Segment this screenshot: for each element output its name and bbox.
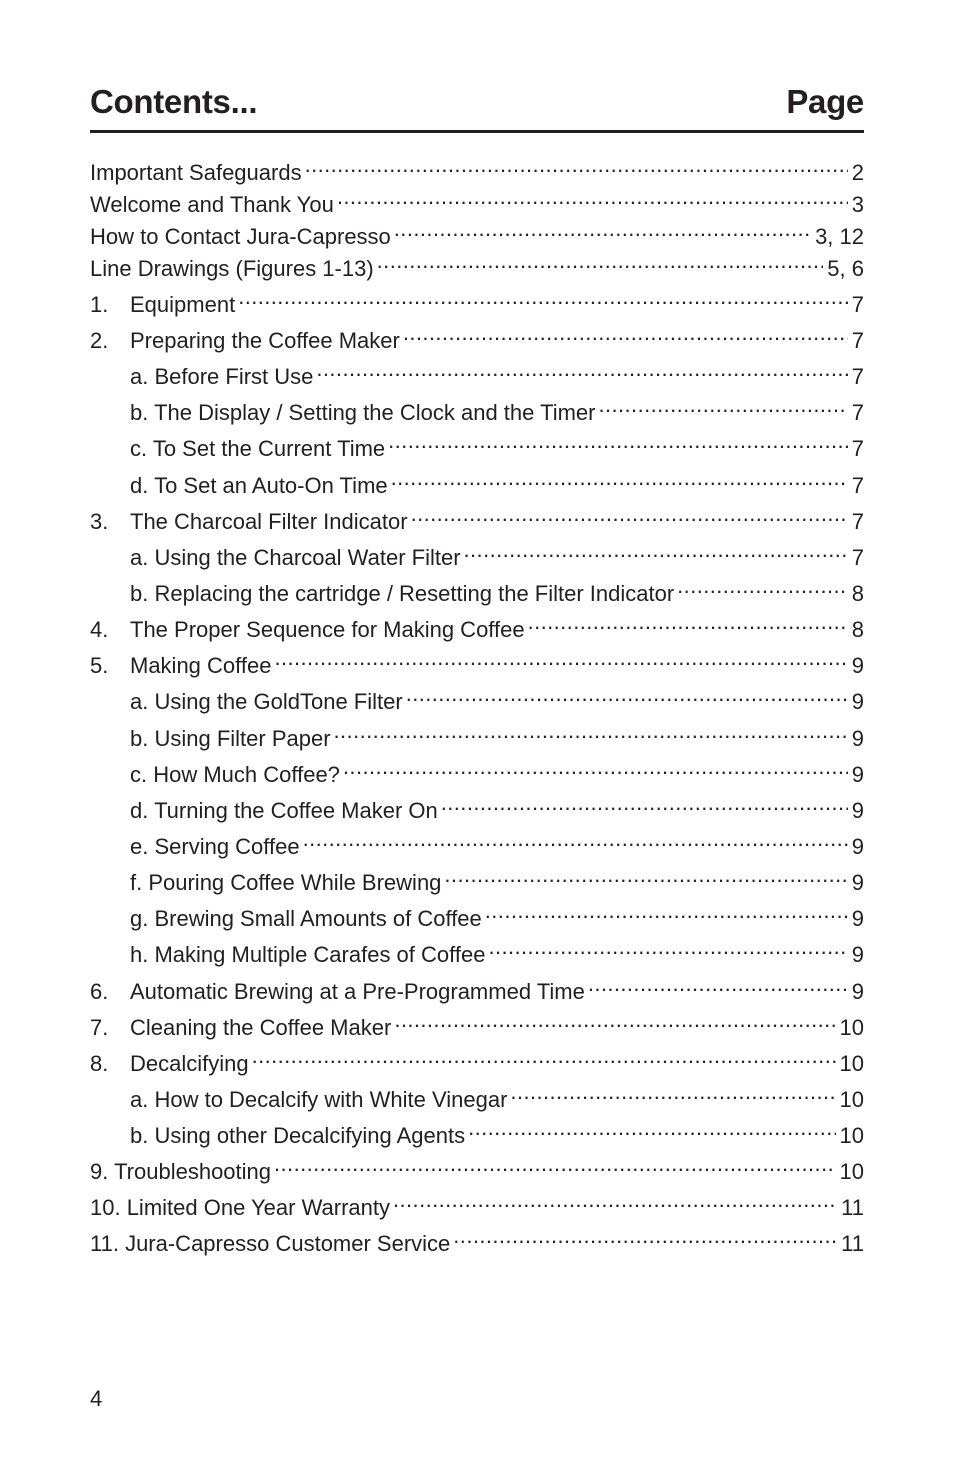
toc-entry-page: 10	[839, 1159, 864, 1184]
dot-leader	[510, 1077, 835, 1107]
toc-entry-page: 9	[851, 870, 864, 895]
toc-entry-label: Equipment	[130, 292, 236, 317]
toc-entry-page: 11	[841, 1195, 864, 1220]
toc-entry-label: d. To Set an Auto-On Time	[130, 473, 388, 498]
toc-entry-label: a. Before First Use	[130, 364, 314, 389]
dot-leader	[274, 1149, 835, 1179]
dot-leader	[444, 860, 847, 890]
toc-entry-label: b. Replacing the cartridge / Resetting the Filter Indicator	[130, 581, 675, 606]
toc-entry[interactable]	[90, 1221, 864, 1256]
toc-entry-page: 8	[851, 581, 864, 606]
toc-entry-label: Welcome and Thank You	[90, 192, 334, 217]
toc-entry-label: Making Coffee	[130, 653, 272, 678]
toc-entry-number: 6.	[90, 979, 109, 1004]
toc-entry-label: b. The Display / Setting the Clock and the Timer	[130, 400, 596, 425]
dot-leader	[488, 932, 847, 962]
toc-entry[interactable]	[90, 716, 864, 751]
toc-entry-number: 4.	[90, 617, 109, 642]
toc-entry-page: 7	[851, 436, 864, 461]
toc-entry-label: 9. Troubleshooting	[90, 1159, 272, 1184]
toc-entry[interactable]	[90, 860, 864, 895]
toc-entry[interactable]	[90, 896, 864, 931]
toc-entry[interactable]	[90, 752, 864, 787]
toc-entry-label: Line Drawings (Figures 1-13)	[90, 256, 374, 281]
toc-entry[interactable]	[90, 1041, 864, 1076]
toc-entry[interactable]	[90, 1113, 864, 1148]
toc-entry-page: 7	[851, 400, 864, 425]
toc-entry[interactable]	[90, 318, 864, 353]
toc-entry[interactable]	[90, 214, 864, 249]
toc-entry-label: b. Using other Decalcifying Agents	[130, 1123, 466, 1148]
toc-entry-page: 7	[851, 473, 864, 498]
toc-entry-page: 7	[851, 364, 864, 389]
dot-leader	[238, 282, 848, 312]
toc-entry-label: Cleaning the Coffee Maker	[130, 1015, 392, 1040]
toc-entry[interactable]	[90, 607, 864, 642]
toc-entry[interactable]	[90, 932, 864, 967]
dot-leader	[588, 969, 848, 999]
toc-entry-label: 11. Jura-Capresso Customer Service	[90, 1231, 451, 1256]
toc-entry[interactable]	[90, 643, 864, 678]
toc-entry-label: The Proper Sequence for Making Coffee	[130, 617, 525, 642]
dot-leader	[403, 318, 848, 348]
toc-entry-number: 8.	[90, 1051, 109, 1076]
toc-entry-label: g. Brewing Small Amounts of Coffee	[130, 906, 482, 931]
toc-entry-page: 9	[851, 942, 864, 967]
toc-entry-page: 3, 12	[815, 224, 864, 249]
dot-leader	[388, 426, 848, 456]
toc-entry[interactable]	[90, 282, 864, 317]
toc-entry[interactable]	[90, 182, 864, 217]
toc-entry-page: 3	[851, 192, 864, 217]
dot-leader	[441, 788, 848, 818]
dot-leader	[393, 1185, 837, 1215]
toc-entry[interactable]	[90, 426, 864, 461]
dot-leader	[394, 1005, 835, 1035]
table-of-contents	[90, 0, 864, 1475]
toc-entry[interactable]	[90, 150, 864, 185]
toc-entry-label: Decalcifying	[130, 1051, 249, 1076]
toc-entry[interactable]	[90, 824, 864, 859]
toc-entry-page: 10	[839, 1123, 864, 1148]
toc-entry-label: f. Pouring Coffee While Brewing	[130, 870, 442, 895]
toc-entry[interactable]	[90, 246, 864, 281]
toc-entry-page: 11	[841, 1231, 864, 1256]
dot-leader	[411, 499, 848, 529]
dot-leader	[464, 535, 848, 565]
toc-entry-page: 7	[851, 545, 864, 570]
toc-entry[interactable]	[90, 354, 864, 389]
toc-entry-number: 1.	[90, 292, 109, 317]
toc-entry-page: 7	[851, 292, 864, 317]
toc-entry[interactable]	[90, 463, 864, 498]
toc-entry-page: 8	[851, 617, 864, 642]
dot-leader	[528, 607, 848, 637]
toc-entry-label: Preparing the Coffee Maker	[130, 328, 400, 353]
toc-entry-label: a. Using the GoldTone Filter	[130, 689, 403, 714]
toc-entry-number: 7.	[90, 1015, 109, 1040]
toc-entry-page: 9	[851, 762, 864, 787]
toc-entry-label: h. Making Multiple Carafes of Coffee	[130, 942, 486, 967]
toc-entry[interactable]	[90, 788, 864, 823]
dot-leader	[485, 896, 848, 926]
dot-leader	[303, 824, 848, 854]
toc-entry-number: 2.	[90, 328, 109, 353]
toc-entry-label: e. Serving Coffee	[130, 834, 300, 859]
toc-entry-label: Important Safeguards	[90, 160, 302, 185]
dot-leader	[406, 679, 848, 709]
toc-entry-label: 10. Limited One Year Warranty	[90, 1195, 391, 1220]
dot-leader	[599, 390, 848, 420]
toc-entry-number: 3.	[90, 509, 109, 534]
toc-entry[interactable]	[90, 499, 864, 534]
toc-entry-page: 9	[851, 689, 864, 714]
toc-entry-page: 9	[851, 726, 864, 751]
dot-leader	[337, 182, 848, 212]
toc-entry-label: a. Using the Charcoal Water Filter	[130, 545, 461, 570]
toc-entry-page: 9	[851, 653, 864, 678]
dot-leader	[252, 1041, 836, 1071]
toc-entry-page: 7	[851, 509, 864, 534]
toc-entry-page: 5, 6	[827, 256, 864, 281]
toc-entry[interactable]	[90, 1149, 864, 1184]
toc-entry-page: 7	[851, 328, 864, 353]
toc-entry-label: c. To Set the Current Time	[130, 436, 386, 461]
toc-entry[interactable]	[90, 1005, 864, 1040]
toc-entry-page: 10	[839, 1087, 864, 1112]
dot-leader	[274, 643, 847, 673]
page-number: 4	[90, 1386, 103, 1411]
page-title: Contents...	[90, 83, 258, 120]
toc-entry[interactable]	[90, 535, 864, 570]
toc-entry[interactable]	[90, 390, 864, 425]
dot-leader	[391, 463, 848, 493]
toc-entry-page: 2	[851, 160, 864, 185]
toc-entry-page: 10	[839, 1051, 864, 1076]
toc-entry-label: a. How to Decalcify with White Vinegar	[130, 1087, 508, 1112]
toc-entry-label: b. Using Filter Paper	[130, 726, 331, 751]
dot-leader	[343, 752, 848, 782]
toc-entry-page: 10	[839, 1015, 864, 1040]
toc-entry-number: 5.	[90, 653, 109, 678]
toc-entry-label: Automatic Brewing at a Pre-Programmed Time	[130, 979, 585, 1004]
toc-entry[interactable]	[90, 571, 864, 606]
toc-entry[interactable]	[90, 1077, 864, 1112]
dot-leader	[468, 1113, 835, 1143]
toc-entry-page: 9	[851, 979, 864, 1004]
toc-entry-label: The Charcoal Filter Indicator	[130, 509, 408, 534]
toc-entry-page: 9	[851, 798, 864, 823]
dot-leader	[677, 571, 848, 601]
toc-entry-page: 9	[851, 834, 864, 859]
dot-leader	[453, 1221, 837, 1251]
dot-leader	[334, 716, 848, 746]
dot-leader	[394, 214, 811, 244]
toc-entry-label: c. How Much Coffee?	[130, 762, 340, 787]
toc-entry[interactable]	[90, 1185, 864, 1220]
toc-entry-label: How to Contact Jura-Capresso	[90, 224, 391, 249]
toc-entry-page: 9	[851, 906, 864, 931]
toc-entry[interactable]	[90, 969, 864, 1004]
dot-leader	[316, 354, 847, 384]
page-column-label: Page	[786, 83, 864, 120]
toc-entry-label: d. Turning the Coffee Maker On	[130, 798, 438, 823]
dot-leader	[305, 150, 848, 180]
toc-entry[interactable]	[90, 679, 864, 714]
dot-leader	[377, 246, 824, 276]
